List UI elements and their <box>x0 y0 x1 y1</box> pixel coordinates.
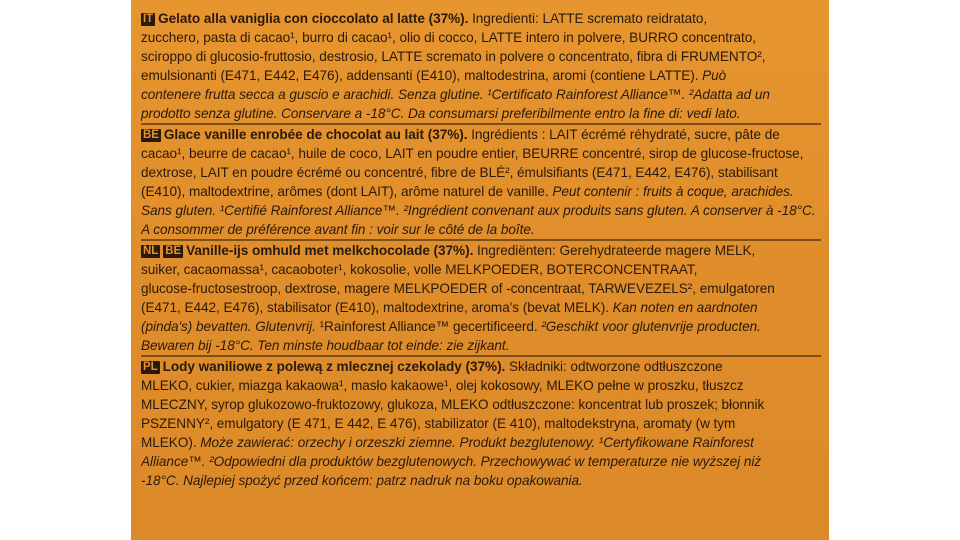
line-text-italic: Alliance™. ²Odpowiedni dla produktów bezglutenowych. Przechowywać w temperaturze nie wyższej niż <box>141 454 762 469</box>
section-dutch <box>141 241 821 355</box>
text-line <box>141 414 821 433</box>
line-text-italic: Może zawierać: orzechy i orzeszki ziemne. Produkt bezglutenowy. ¹Certyfikowane Rainforest <box>196 435 754 450</box>
line-text: Składniki: odtworzone odtłuszczone <box>505 359 723 374</box>
ingredients-text <box>141 9 821 490</box>
text-line <box>141 201 821 220</box>
language-badge-be: BE <box>143 129 159 141</box>
text-line <box>141 357 821 376</box>
line-text-italic: -18°C. Najlepiej spożyć przed końcem: patrz nadruk na boku opakowania. <box>141 473 583 488</box>
language-badge-pl: PL <box>143 361 158 373</box>
language-badge-be: BE <box>165 245 182 257</box>
line-text: zucchero, pasta di cacao¹, burro di cacao¹, olio di cocco, LATTE intero in polvere, BURRO concentrato, <box>141 30 756 45</box>
text-line <box>141 182 821 201</box>
text-line <box>141 471 821 490</box>
text-line <box>141 220 821 239</box>
text-line <box>141 104 821 123</box>
text-line <box>141 125 821 144</box>
text-line <box>141 452 821 471</box>
text-line <box>141 47 821 66</box>
line-text: dextrose, LAIT en poudre écrémé ou concentré, fibre de BLÉ², émulsifiants (E471, E442, E476), stabilisant <box>141 165 778 180</box>
text-line <box>141 260 821 279</box>
line-text: MLEKO). <box>141 435 197 450</box>
text-line <box>141 28 821 47</box>
text-line <box>141 9 821 28</box>
text-line <box>141 376 821 395</box>
line-text-italic: Sans gluten. ¹Certifié Rainforest Alliance™. ²Ingrédient convenant aux produits sans gluten. A conserver à -18°C. <box>141 203 816 218</box>
line-text: sciroppo di glucosio-fruttosio, destrosio, LATTE scremato in polvere o concentrato, fibra di FRUMENTO², <box>141 49 766 64</box>
line-text-italic: prodotto senza glutine. Conservare a -18°C. Da consumarsi preferibilmente entro la fine di: vedi lato. <box>141 106 741 121</box>
line-text: PSZENNY², emulgatory (E 471, E 442, E 476), stabilizator (E 410), maltodekstryna, aromaty (w tym <box>141 416 736 431</box>
section-divider <box>141 239 821 241</box>
line-text-italic: Kan noten en aardnoten <box>608 300 758 315</box>
text-line <box>141 279 821 298</box>
section-french <box>141 125 821 239</box>
text-line <box>141 163 821 182</box>
line-text-italic: Bewaren bij -18°C. Ten minste houdbaar tot einde: zie zijkant. <box>141 338 510 353</box>
line-text: Ingrediënten: Gerehydrateerde magere MELK, <box>473 243 756 258</box>
text-line <box>141 317 821 336</box>
section-polish <box>141 357 821 490</box>
text-line <box>141 336 821 355</box>
line-text: suiker, cacaomassa¹, cacaoboter¹, kokosolie, volle MELKPOEDER, BOTERCONCENTRAAT, <box>141 262 698 277</box>
language-badge-it: IT <box>143 13 154 25</box>
section-divider <box>141 123 821 125</box>
product-title-it: Gelato alla vaniglia con cioccolato al latte (37%). <box>158 11 469 26</box>
line-text: (E471, E442, E476), stabilisator (E410), maltodextrine, aroma's (bevat MELK). <box>141 300 609 315</box>
text-line <box>141 433 821 452</box>
line-text: ¹Rainforest Alliance™ gecertificeerd. <box>315 319 538 334</box>
product-title-pl: Lody waniliowe z polewą z mlecznej czekolady (37%). <box>162 359 506 374</box>
product-label-panel <box>131 0 829 540</box>
product-title-fr: Glace vanille enrobée de chocolat au lait (37%). <box>163 127 468 142</box>
line-text: MLECZNY, syrop glukozowo-fruktozowy, glukoza, MLEKO odtłuszczone: koncentrat lub proszek; błonnik <box>141 397 765 412</box>
line-text-italic: ²Geschikt voor glutenvrije producten. <box>537 319 761 334</box>
line-text: MLEKO, cukier, miazga kakaowa¹, masło kakaowe¹, olej kokosowy, MLEKO pełne w proszku, tłuszcz <box>141 378 744 393</box>
section-italian <box>141 9 821 123</box>
line-text: glucose-fructosestroop, dextrose, magere MELKPOEDER of -concentraat, TARWEVEZELS², emulgatoren <box>141 281 775 296</box>
section-divider <box>141 355 821 357</box>
product-title-nl: Vanille-ijs omhuld met melkchocolade (37%). <box>186 243 474 258</box>
language-badge-nl: NL <box>143 245 159 257</box>
line-text: Ingrédients : LAIT écrémé réhydraté, sucre, pâte de <box>467 127 780 142</box>
text-line <box>141 85 821 104</box>
text-line <box>141 66 821 85</box>
text-line <box>141 395 821 414</box>
line-text-italic: Peut contenir : fruits à coque, arachides. <box>548 184 794 199</box>
line-text-italic: Può <box>698 68 727 83</box>
text-line <box>141 144 821 163</box>
line-text: emulsionanti (E471, E442, E476), addensanti (E410), maltodestrina, aromi (contiene LATTE). <box>141 68 699 83</box>
line-text: Ingredienti: LATTE scremato reidratato, <box>468 11 708 26</box>
line-text: cacao¹, beurre de cacao¹, huile de coco, LAIT en poudre entier, BEURRE concentré, sirop de glucose-fructose, <box>141 146 804 161</box>
line-text: (E410), maltodextrine, arômes (dont LAIT), arôme naturel de vanille. <box>141 184 549 199</box>
text-line <box>141 298 821 317</box>
text-line <box>141 241 821 260</box>
line-text-italic: A consommer de préférence avant fin : voir sur le côté de la boîte. <box>141 222 535 237</box>
line-text-italic: contenere frutta secca a guscio e arachidi. Senza glutine. ¹Certificato Rainforest Alliance™. ²Adatta ad un <box>141 87 770 102</box>
line-text-italic: (pinda's) bevatten. Glutenvrij. <box>141 319 316 334</box>
